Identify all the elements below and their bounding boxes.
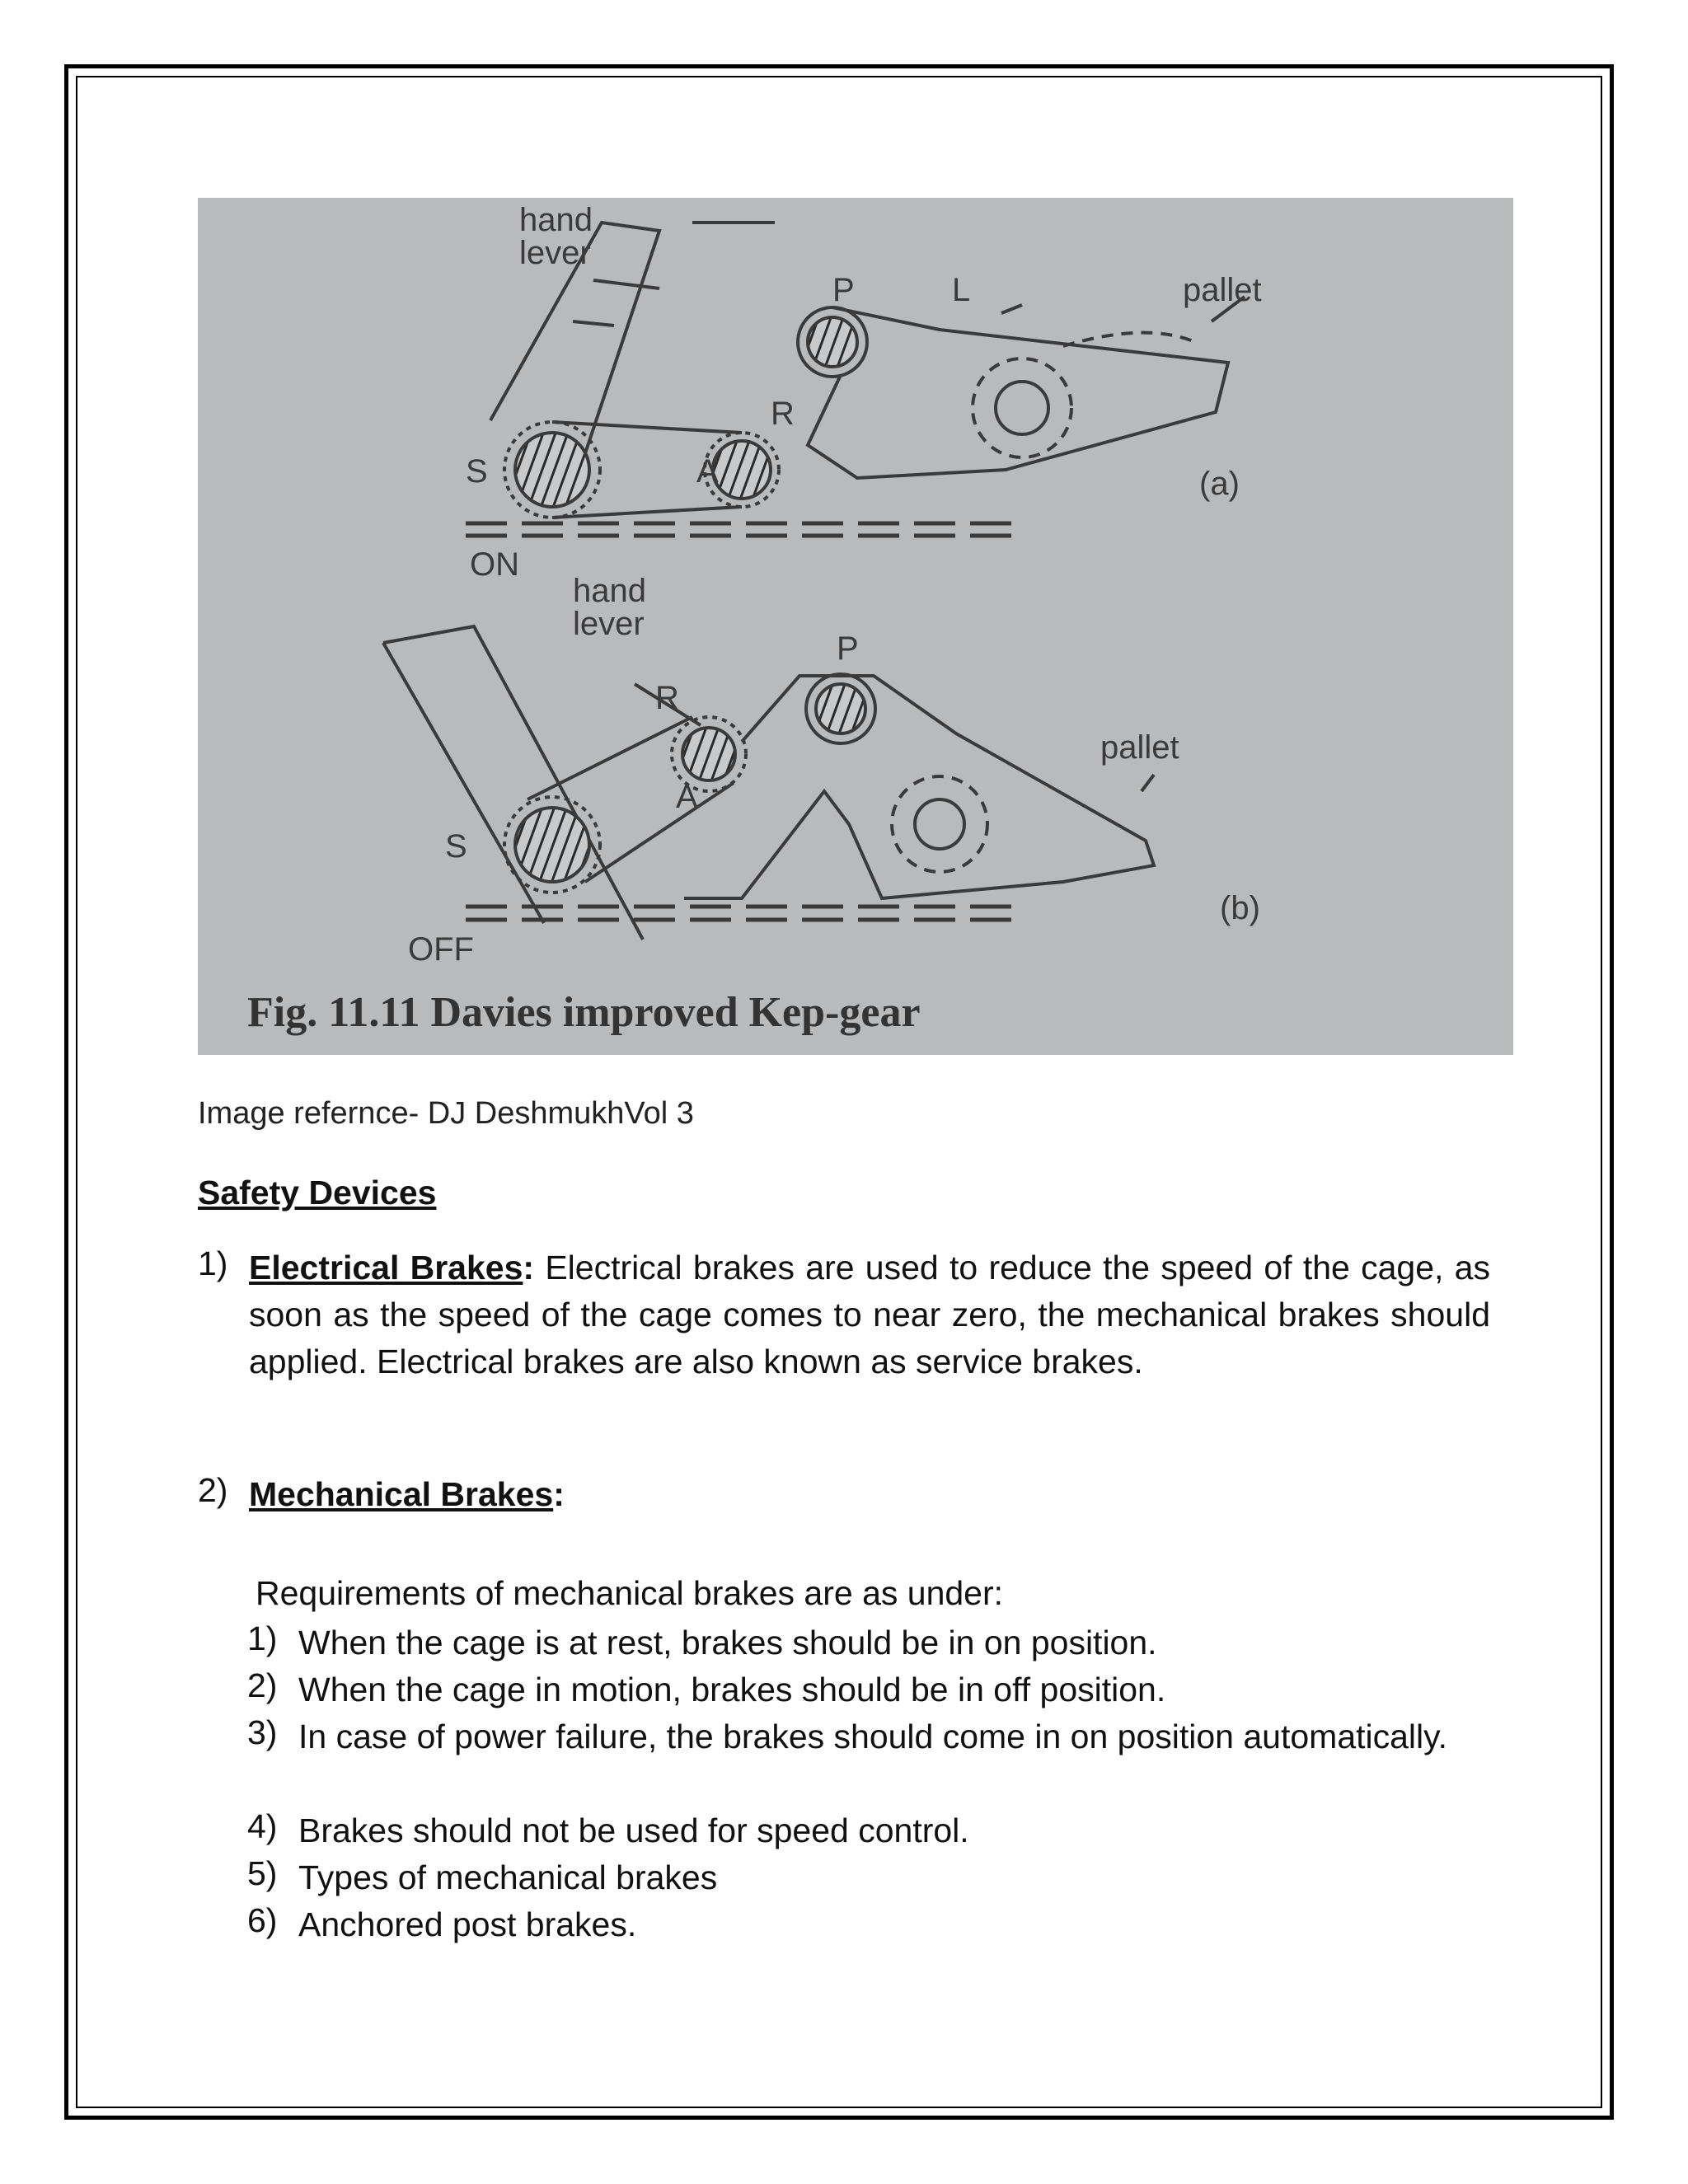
req-1-number: 1) <box>247 1619 278 1657</box>
req-6-number: 6) <box>247 1901 278 1939</box>
roller-r-b <box>682 728 735 780</box>
section-2-colon: : <box>553 1475 565 1513</box>
section-2-title: Mechanical Brakes <box>249 1475 554 1513</box>
label-r-a: R <box>771 396 795 432</box>
shaft-s-a <box>515 433 589 507</box>
kep-gear-figure <box>198 198 1513 1055</box>
label-s-a: S <box>466 453 488 490</box>
kep-gear-diagram <box>198 198 1513 1055</box>
label-off: OFF <box>408 931 474 968</box>
label-hand-a: hand <box>519 202 593 238</box>
req-4-text: Brakes should not be used for speed control. <box>298 1811 969 1849</box>
label-subfig-b: (b) <box>1220 890 1260 926</box>
label-pallet-a: pallet <box>1183 272 1262 308</box>
label-a-b: A <box>676 779 698 815</box>
section-2-number: 2) <box>198 1471 228 1509</box>
label-lever-b: lever <box>573 606 645 642</box>
roller-r-a <box>713 441 771 499</box>
label-p-a: P <box>832 272 855 308</box>
section-1-paragraph <box>249 1244 1490 1385</box>
req-5-text: Types of mechanical brakes <box>298 1858 718 1896</box>
image-reference: Image refernce- DJ DeshmukhVol 3 <box>198 1096 694 1131</box>
requirements-intro: Requirements of mechanical brakes are as under: <box>256 1574 1004 1612</box>
label-lever-a: lever <box>519 235 591 271</box>
req-3-text: In case of power failure, the brakes should come in on position automatically. <box>298 1718 1447 1755</box>
req-2-number: 2) <box>247 1666 278 1704</box>
label-r-b: R <box>655 680 679 716</box>
label-s-b: S <box>445 828 467 865</box>
req-4-number: 4) <box>247 1807 278 1845</box>
pin-p-a <box>808 317 857 367</box>
req-1-text: When the cage is at rest, brakes should be in on position. <box>298 1624 1157 1661</box>
label-pallet-b: pallet <box>1100 729 1179 766</box>
shaft-s-b <box>515 808 589 882</box>
section-heading: Safety Devices <box>198 1174 437 1212</box>
section-1-number: 1) <box>198 1244 228 1282</box>
section-2-paragraph <box>249 1471 565 1518</box>
figure-caption: Fig. 11.11 Davies improved Kep-gear <box>247 989 921 1036</box>
req-3-number: 3) <box>247 1713 278 1751</box>
section-1-text: Electrical brakes are used to reduce the speed of the cage, as soon as the speed of the cage comes to near zero, the mechanical brakes should applied. Electrical brakes are also known as service brakes. <box>249 1249 1490 1380</box>
hand-lever-b-shape <box>383 626 643 940</box>
label-l-a: L <box>952 272 971 308</box>
req-5-number: 5) <box>247 1854 278 1892</box>
req-2-text: When the cage in motion, brakes should be in off position. <box>298 1671 1166 1708</box>
label-a-a: A <box>696 453 719 490</box>
section-1-colon: : <box>523 1249 535 1286</box>
pin-p-b <box>816 684 865 733</box>
label-on: ON <box>470 546 519 583</box>
label-p-b: P <box>837 630 859 667</box>
label-hand-b: hand <box>573 573 646 609</box>
section-1-title: Electrical Brakes <box>249 1249 523 1286</box>
label-subfig-a: (a) <box>1199 466 1240 502</box>
req-6-text: Anchored post brakes. <box>298 1905 637 1943</box>
